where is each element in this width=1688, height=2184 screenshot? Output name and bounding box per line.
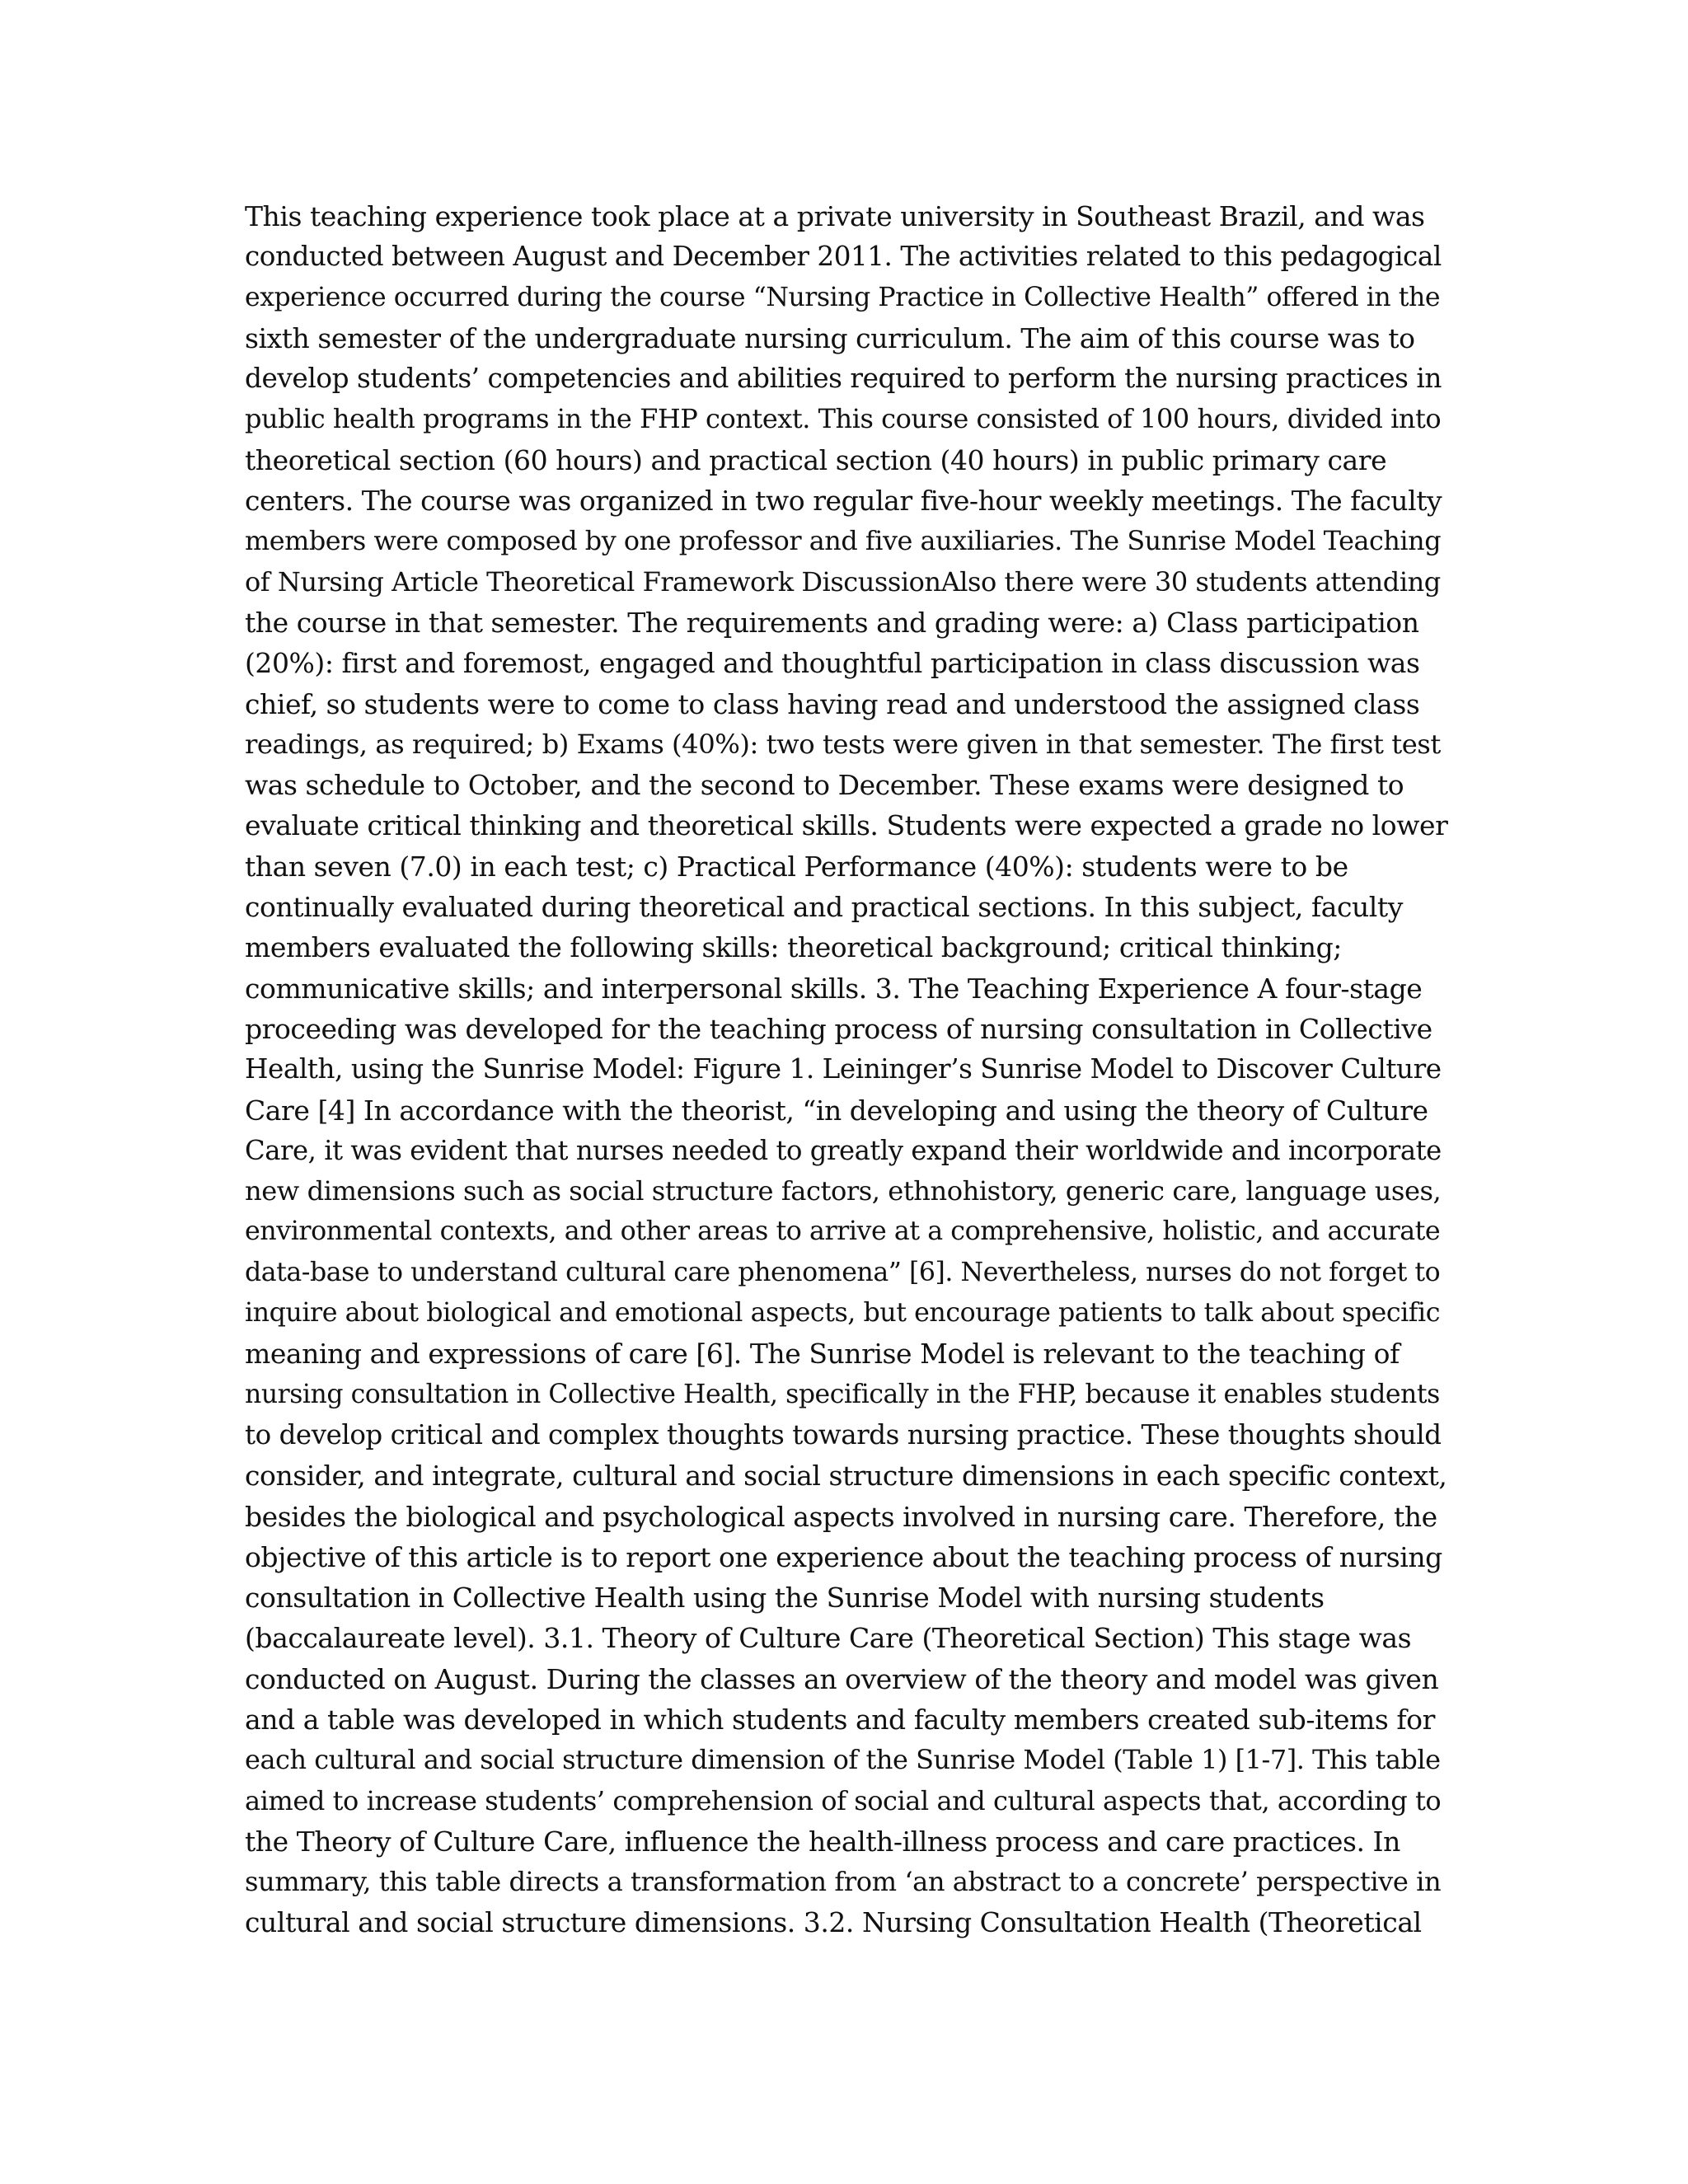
text-line: consider, and integrate, cultural and social structure dimensions in each specific context, xyxy=(245,1460,1447,1493)
text-line: was schedule to October, and the second to December. These exams were designed to xyxy=(245,769,1404,802)
text-line: environmental contexts, and other areas to arrive at a comprehensive, holistic, and accurate xyxy=(245,1216,1441,1247)
text-line: evaluate critical thinking and theoretical skills. Students were expected a grade no lower xyxy=(245,809,1448,842)
text-line: cultural and social structure dimensions. 3.2. Nursing Consultation Health (Theoretical xyxy=(245,1906,1422,1939)
text-line: develop students’ competencies and abilities required to perform the nursing practices in xyxy=(245,363,1442,395)
text-line: data-base to understand cultural care phenomena” [6]. Nevertheless, nurses do not forget to xyxy=(245,1257,1441,1287)
text-line: public health programs in the FHP context. This course consisted of 100 hours, divided into xyxy=(245,403,1442,435)
text-line: This teaching experience took place at a private university in Southeast Brazil, and was xyxy=(245,200,1425,232)
text-line: besides the biological and psychological aspects involved in nursing care. Therefore, the xyxy=(245,1500,1437,1533)
text-line: chief, so students were to come to class having read and understood the assigned class xyxy=(245,687,1420,720)
text-line: summary, this table directs a transformation from ‘an abstract to a concrete’ perspective in xyxy=(245,1866,1442,1898)
text-line: meaning and expressions of care [6]. The Sunrise Model is relevant to the teaching of xyxy=(245,1338,1400,1371)
text-line: inquire about biological and emotional aspects, but encourage patients to talk about specific xyxy=(245,1298,1441,1329)
text-line: new dimensions such as social structure factors, ethnohistory, generic care, language uses, xyxy=(245,1175,1442,1207)
text-line: proceeding was developed for the teaching process of nursing consultation in Collective xyxy=(245,1012,1432,1045)
text-line: and a table was developed in which students and faculty members created sub-items for xyxy=(245,1703,1435,1736)
body-paragraph xyxy=(245,196,1448,1943)
text-line: of Nursing Article Theoretical Framework DiscussionAlso there were 30 students attending xyxy=(245,565,1441,598)
text-line: consultation in Collective Health using the Sunrise Model with nursing students xyxy=(245,1582,1325,1615)
text-line: continually evaluated during theoretical and practical sections. In this subject, faculty xyxy=(245,891,1403,924)
text-line: (20%): first and foremost, engaged and thoughtful participation in class discussion was xyxy=(245,647,1420,680)
text-line: theoretical section (60 hours) and practical section (40 hours) in public primary care xyxy=(245,443,1387,476)
text-line: sixth semester of the undergraduate nursing curriculum. The aim of this course was to xyxy=(245,321,1415,354)
text-line: aimed to increase students’ comprehension of social and cultural aspects that, according to xyxy=(245,1784,1442,1816)
text-line: Health, using the Sunrise Model: Figure 1. Leininger’s Sunrise Model to Discover Culture xyxy=(245,1053,1442,1085)
text-line: objective of this article is to report one experience about the teaching process of nursing xyxy=(245,1540,1442,1573)
text-line: nursing consultation in Collective Health, specifically in the FHP, because it enables students xyxy=(245,1379,1440,1409)
text-line: to develop critical and complex thoughts towards nursing practice. These thoughts should xyxy=(245,1418,1442,1451)
text-line: Care, it was evident that nurses needed to greatly expand their worldwide and incorporate xyxy=(245,1134,1442,1166)
text-line: centers. The course was organized in two regular five-hour weekly meetings. The faculty xyxy=(245,485,1442,518)
text-line: readings, as required; b) Exams (40%): two tests were given in that semester. The first test xyxy=(245,728,1441,760)
text-line: (baccalaureate level). 3.1. Theory of Culture Care (Theoretical Section) This stage was xyxy=(245,1622,1412,1655)
text-line: communicative skills; and interpersonal skills. 3. The Teaching Experience A four-stage xyxy=(245,972,1423,1005)
text-line: Care [4] In accordance with the theorist, “in developing and using the theory of Culture xyxy=(245,1094,1428,1127)
text-line: experience occurred during the course “Nursing Practice in Collective Health” offered in the xyxy=(245,282,1441,312)
text-line: the Theory of Culture Care, influence the health-illness process and care practices. In xyxy=(245,1825,1400,1858)
text-line: the course in that semester. The requirements and grading were: a) Class participation xyxy=(245,606,1419,639)
text-line: members evaluated the following skills: theoretical background; critical thinking; xyxy=(245,931,1342,964)
text-line: than seven (7.0) in each test; c) Practical Performance (40%): students were to be xyxy=(245,850,1348,883)
text-line: members were composed by one professor and five auxiliaries. The Sunrise Model Teaching xyxy=(245,525,1442,557)
text-line: conducted between August and December 2011. The activities related to this pedagogical xyxy=(245,241,1442,273)
text-line: conducted on August. During the classes an overview of the theory and model was given xyxy=(245,1662,1439,1695)
text-line: each cultural and social structure dimension of the Sunrise Model (Table 1) [1-7]. This table xyxy=(245,1744,1441,1776)
